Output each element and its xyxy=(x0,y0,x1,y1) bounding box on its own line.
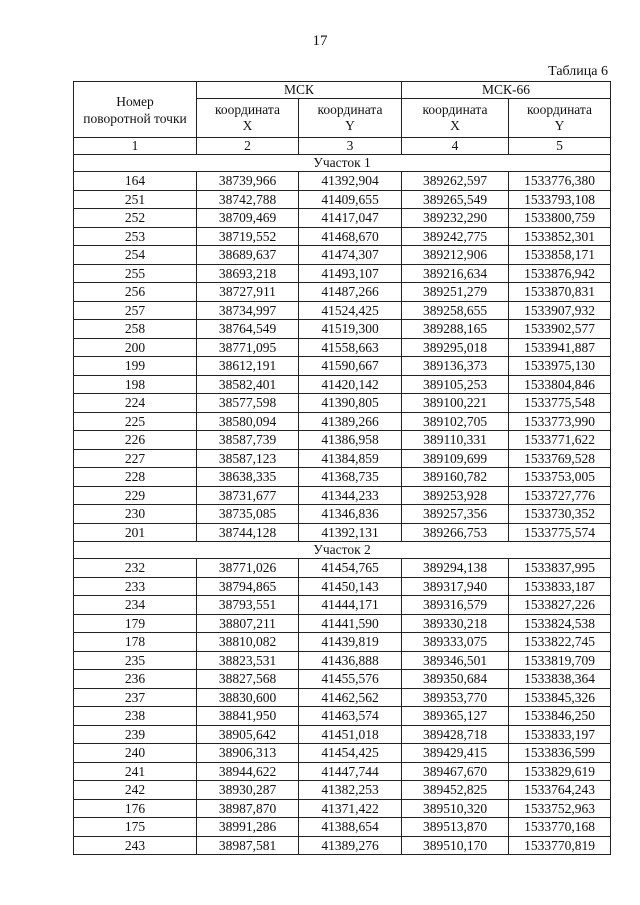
point-number-cell: 225 xyxy=(74,412,197,431)
point-number-cell: 224 xyxy=(74,394,197,413)
msk-y-cell: 41524,425 xyxy=(299,301,402,320)
msk66-x-cell: 389288,165 xyxy=(402,320,509,339)
msk-x-cell: 38823,531 xyxy=(197,651,299,670)
msk66-x-cell: 389316,579 xyxy=(402,596,509,615)
table-row xyxy=(74,412,611,431)
msk-x-cell: 38689,637 xyxy=(197,246,299,265)
msk-y-cell: 41368,735 xyxy=(299,468,402,487)
msk66-y-cell: 1533771,622 xyxy=(509,431,611,450)
msk-y-cell: 41451,018 xyxy=(299,725,402,744)
point-number-cell: 254 xyxy=(74,246,197,265)
table-row xyxy=(74,246,611,265)
msk66-x-cell: 389317,940 xyxy=(402,577,509,596)
msk66-y-cell: 1533764,243 xyxy=(509,781,611,800)
msk66-x-cell: 389330,218 xyxy=(402,614,509,633)
column-number: 2 xyxy=(197,138,299,155)
table-caption: Таблица 6 xyxy=(548,64,608,79)
msk66-y-cell: 1533852,301 xyxy=(509,227,611,246)
msk-y-cell: 41390,805 xyxy=(299,394,402,413)
msk-y-cell: 41487,266 xyxy=(299,283,402,302)
msk66-x-cell: 389100,221 xyxy=(402,394,509,413)
point-number-cell: 251 xyxy=(74,190,197,209)
page-number: 17 xyxy=(312,33,328,49)
point-number-cell: 239 xyxy=(74,725,197,744)
msk66-x-cell: 389105,253 xyxy=(402,375,509,394)
table-row xyxy=(74,725,611,744)
column-number: 5 xyxy=(509,138,611,155)
msk-x-cell: 38582,401 xyxy=(197,375,299,394)
msk-y-cell: 41436,888 xyxy=(299,651,402,670)
msk-x-cell: 38810,082 xyxy=(197,633,299,652)
table-row xyxy=(74,190,611,209)
point-number-cell: 237 xyxy=(74,688,197,707)
msk66-y-cell: 1533775,548 xyxy=(509,394,611,413)
table-row xyxy=(74,468,611,487)
point-number-cell: 233 xyxy=(74,577,197,596)
point-number-cell: 256 xyxy=(74,283,197,302)
msk-y-cell: 41455,576 xyxy=(299,670,402,689)
msk-y-cell: 41344,233 xyxy=(299,486,402,505)
header-msk66-x: координата X xyxy=(402,99,509,138)
msk66-y-cell: 1533846,250 xyxy=(509,707,611,726)
msk-y-cell: 41444,171 xyxy=(299,596,402,615)
table-row xyxy=(74,375,611,394)
point-number-cell: 201 xyxy=(74,523,197,542)
msk66-y-cell: 1533941,887 xyxy=(509,338,611,357)
header-group-msk66: МСК-66 xyxy=(402,82,611,99)
msk-y-cell: 41454,765 xyxy=(299,559,402,578)
table-body xyxy=(74,155,611,855)
msk66-x-cell: 389510,320 xyxy=(402,799,509,818)
msk-y-cell: 41474,307 xyxy=(299,246,402,265)
msk66-y-cell: 1533753,005 xyxy=(509,468,611,487)
msk66-y-cell: 1533752,963 xyxy=(509,799,611,818)
table-row xyxy=(74,651,611,670)
msk-y-cell: 41389,276 xyxy=(299,836,402,855)
table-row xyxy=(74,172,611,191)
msk-y-cell: 41462,562 xyxy=(299,688,402,707)
column-number: 3 xyxy=(299,138,402,155)
msk66-x-cell: 389212,906 xyxy=(402,246,509,265)
msk-x-cell: 38764,549 xyxy=(197,320,299,339)
point-number-cell: 178 xyxy=(74,633,197,652)
msk66-x-cell: 389346,501 xyxy=(402,651,509,670)
msk66-x-cell: 389295,018 xyxy=(402,338,509,357)
msk-y-cell: 41392,131 xyxy=(299,523,402,542)
msk-y-cell: 41388,654 xyxy=(299,818,402,837)
msk66-y-cell: 1533827,226 xyxy=(509,596,611,615)
msk66-y-cell: 1533775,574 xyxy=(509,523,611,542)
point-number-cell: 257 xyxy=(74,301,197,320)
msk66-x-cell: 389253,928 xyxy=(402,486,509,505)
point-number-cell: 240 xyxy=(74,744,197,763)
table-row xyxy=(74,449,611,468)
msk66-y-cell: 1533800,759 xyxy=(509,209,611,228)
msk-y-cell: 41441,590 xyxy=(299,614,402,633)
table-row xyxy=(74,320,611,339)
table-row xyxy=(74,431,611,450)
msk-x-cell: 38744,128 xyxy=(197,523,299,542)
msk66-y-cell: 1533845,326 xyxy=(509,688,611,707)
point-number-cell: 236 xyxy=(74,670,197,689)
msk-y-cell: 41417,047 xyxy=(299,209,402,228)
msk-x-cell: 38734,997 xyxy=(197,301,299,320)
msk-y-cell: 41463,574 xyxy=(299,707,402,726)
msk66-x-cell: 389510,170 xyxy=(402,836,509,855)
point-number-cell: 176 xyxy=(74,799,197,818)
msk66-y-cell: 1533876,942 xyxy=(509,264,611,283)
msk66-y-cell: 1533907,932 xyxy=(509,301,611,320)
point-number-cell: 243 xyxy=(74,836,197,855)
msk66-x-cell: 389216,634 xyxy=(402,264,509,283)
msk66-x-cell: 389452,825 xyxy=(402,781,509,800)
msk-x-cell: 38930,287 xyxy=(197,781,299,800)
msk-y-cell: 41386,958 xyxy=(299,431,402,450)
msk-x-cell: 38987,581 xyxy=(197,836,299,855)
table-row xyxy=(74,301,611,320)
point-number-cell: 227 xyxy=(74,449,197,468)
table-row xyxy=(74,707,611,726)
table-row xyxy=(74,836,611,855)
section-row xyxy=(74,155,611,172)
msk-x-cell: 38719,552 xyxy=(197,227,299,246)
msk66-y-cell: 1533836,599 xyxy=(509,744,611,763)
coordinates-table xyxy=(73,81,611,855)
point-number-cell: 198 xyxy=(74,375,197,394)
table-row xyxy=(74,633,611,652)
msk-x-cell: 38727,911 xyxy=(197,283,299,302)
msk-y-cell: 41590,667 xyxy=(299,357,402,376)
msk66-x-cell: 389266,753 xyxy=(402,523,509,542)
msk66-x-cell: 389429,415 xyxy=(402,744,509,763)
msk-y-cell: 41392,904 xyxy=(299,172,402,191)
msk66-y-cell: 1533730,352 xyxy=(509,505,611,524)
msk66-y-cell: 1533870,831 xyxy=(509,283,611,302)
header-msk-y: координата Y xyxy=(299,99,402,138)
msk-y-cell: 41371,422 xyxy=(299,799,402,818)
msk66-x-cell: 389110,331 xyxy=(402,431,509,450)
msk-x-cell: 38794,865 xyxy=(197,577,299,596)
msk66-y-cell: 1533833,187 xyxy=(509,577,611,596)
msk-x-cell: 38587,123 xyxy=(197,449,299,468)
section-title: Участок 2 xyxy=(74,542,611,559)
table-row xyxy=(74,614,611,633)
table-row xyxy=(74,505,611,524)
msk-y-cell: 41447,744 xyxy=(299,762,402,781)
point-number-cell: 255 xyxy=(74,264,197,283)
msk-y-cell: 41519,300 xyxy=(299,320,402,339)
table-row xyxy=(74,670,611,689)
msk66-y-cell: 1533975,130 xyxy=(509,357,611,376)
msk66-y-cell: 1533769,528 xyxy=(509,449,611,468)
msk-x-cell: 38905,642 xyxy=(197,725,299,744)
msk66-x-cell: 389251,279 xyxy=(402,283,509,302)
msk66-x-cell: 389294,138 xyxy=(402,559,509,578)
point-number-cell: 179 xyxy=(74,614,197,633)
point-number-cell: 226 xyxy=(74,431,197,450)
msk66-x-cell: 389265,549 xyxy=(402,190,509,209)
msk66-y-cell: 1533824,538 xyxy=(509,614,611,633)
msk66-x-cell: 389136,373 xyxy=(402,357,509,376)
table-row xyxy=(74,264,611,283)
msk-x-cell: 38830,600 xyxy=(197,688,299,707)
msk-x-cell: 38739,966 xyxy=(197,172,299,191)
msk66-x-cell: 389333,075 xyxy=(402,633,509,652)
msk-y-cell: 41389,266 xyxy=(299,412,402,431)
table-row xyxy=(74,283,611,302)
table-row xyxy=(74,799,611,818)
point-number-cell: 175 xyxy=(74,818,197,837)
msk-y-cell: 41420,142 xyxy=(299,375,402,394)
msk66-x-cell: 389262,597 xyxy=(402,172,509,191)
point-number-cell: 200 xyxy=(74,338,197,357)
header-msk66-y: координата Y xyxy=(509,99,611,138)
section-title: Участок 1 xyxy=(74,155,611,172)
point-number-cell: 253 xyxy=(74,227,197,246)
msk66-x-cell: 389102,705 xyxy=(402,412,509,431)
msk66-x-cell: 389109,699 xyxy=(402,449,509,468)
msk-y-cell: 41409,655 xyxy=(299,190,402,209)
msk66-x-cell: 389242,775 xyxy=(402,227,509,246)
msk66-y-cell: 1533770,819 xyxy=(509,836,611,855)
column-number: 1 xyxy=(74,138,197,155)
msk-x-cell: 38793,551 xyxy=(197,596,299,615)
msk66-y-cell: 1533727,776 xyxy=(509,486,611,505)
msk66-x-cell: 389353,770 xyxy=(402,688,509,707)
column-number: 4 xyxy=(402,138,509,155)
msk-x-cell: 38731,677 xyxy=(197,486,299,505)
table-row xyxy=(74,227,611,246)
msk-x-cell: 38991,286 xyxy=(197,818,299,837)
point-number-cell: 229 xyxy=(74,486,197,505)
table-row xyxy=(74,781,611,800)
msk-x-cell: 38807,211 xyxy=(197,614,299,633)
msk-x-cell: 38638,335 xyxy=(197,468,299,487)
msk66-y-cell: 1533829,619 xyxy=(509,762,611,781)
point-number-cell: 232 xyxy=(74,559,197,578)
msk-x-cell: 38771,095 xyxy=(197,338,299,357)
table-row xyxy=(74,744,611,763)
header-point-number: Номер поворотной точки xyxy=(74,82,197,138)
msk66-x-cell: 389258,655 xyxy=(402,301,509,320)
point-number-cell: 234 xyxy=(74,596,197,615)
point-number-cell: 228 xyxy=(74,468,197,487)
msk-y-cell: 41468,670 xyxy=(299,227,402,246)
table-row xyxy=(74,762,611,781)
section-row xyxy=(74,542,611,559)
msk-x-cell: 38612,191 xyxy=(197,357,299,376)
msk66-y-cell: 1533838,364 xyxy=(509,670,611,689)
msk-y-cell: 41382,253 xyxy=(299,781,402,800)
table-row xyxy=(74,577,611,596)
header-group-msk: МСК xyxy=(197,82,402,99)
msk-x-cell: 38577,598 xyxy=(197,394,299,413)
msk66-y-cell: 1533770,168 xyxy=(509,818,611,837)
msk66-y-cell: 1533776,380 xyxy=(509,172,611,191)
table-header xyxy=(74,82,611,155)
table-row xyxy=(74,486,611,505)
msk-y-cell: 41384,859 xyxy=(299,449,402,468)
msk-y-cell: 41558,663 xyxy=(299,338,402,357)
point-number-cell: 238 xyxy=(74,707,197,726)
msk-y-cell: 41454,425 xyxy=(299,744,402,763)
msk66-y-cell: 1533833,197 xyxy=(509,725,611,744)
msk-y-cell: 41346,836 xyxy=(299,505,402,524)
table-row xyxy=(74,338,611,357)
msk66-x-cell: 389350,684 xyxy=(402,670,509,689)
msk66-x-cell: 389257,356 xyxy=(402,505,509,524)
msk-y-cell: 41493,107 xyxy=(299,264,402,283)
table-row xyxy=(74,688,611,707)
msk66-x-cell: 389428,718 xyxy=(402,725,509,744)
table-row xyxy=(74,209,611,228)
msk66-y-cell: 1533822,745 xyxy=(509,633,611,652)
msk66-x-cell: 389513,870 xyxy=(402,818,509,837)
msk-x-cell: 38944,622 xyxy=(197,762,299,781)
msk66-x-cell: 389365,127 xyxy=(402,707,509,726)
point-number-cell: 230 xyxy=(74,505,197,524)
msk66-y-cell: 1533804,846 xyxy=(509,375,611,394)
header-msk-x: координата X xyxy=(197,99,299,138)
table-row xyxy=(74,559,611,578)
point-number-cell: 199 xyxy=(74,357,197,376)
msk66-y-cell: 1533902,577 xyxy=(509,320,611,339)
msk66-y-cell: 1533773,990 xyxy=(509,412,611,431)
table-row xyxy=(74,523,611,542)
msk66-x-cell: 389160,782 xyxy=(402,468,509,487)
msk-x-cell: 38771,026 xyxy=(197,559,299,578)
msk-y-cell: 41439,819 xyxy=(299,633,402,652)
msk66-y-cell: 1533819,709 xyxy=(509,651,611,670)
msk66-x-cell: 389467,670 xyxy=(402,762,509,781)
point-number-cell: 235 xyxy=(74,651,197,670)
msk66-x-cell: 389232,290 xyxy=(402,209,509,228)
msk-y-cell: 41450,143 xyxy=(299,577,402,596)
msk-x-cell: 38987,870 xyxy=(197,799,299,818)
msk-x-cell: 38735,085 xyxy=(197,505,299,524)
msk-x-cell: 38693,218 xyxy=(197,264,299,283)
msk-x-cell: 38709,469 xyxy=(197,209,299,228)
point-number-cell: 252 xyxy=(74,209,197,228)
table-row xyxy=(74,357,611,376)
msk-x-cell: 38906,313 xyxy=(197,744,299,763)
msk-x-cell: 38742,788 xyxy=(197,190,299,209)
msk66-y-cell: 1533793,108 xyxy=(509,190,611,209)
point-number-cell: 241 xyxy=(74,762,197,781)
msk-x-cell: 38827,568 xyxy=(197,670,299,689)
table-row xyxy=(74,818,611,837)
msk66-y-cell: 1533837,995 xyxy=(509,559,611,578)
table-row xyxy=(74,596,611,615)
msk-x-cell: 38580,094 xyxy=(197,412,299,431)
point-number-cell: 242 xyxy=(74,781,197,800)
table-row xyxy=(74,394,611,413)
msk66-y-cell: 1533858,171 xyxy=(509,246,611,265)
point-number-cell: 258 xyxy=(74,320,197,339)
msk-x-cell: 38841,950 xyxy=(197,707,299,726)
point-number-cell: 164 xyxy=(74,172,197,191)
msk-x-cell: 38587,739 xyxy=(197,431,299,450)
